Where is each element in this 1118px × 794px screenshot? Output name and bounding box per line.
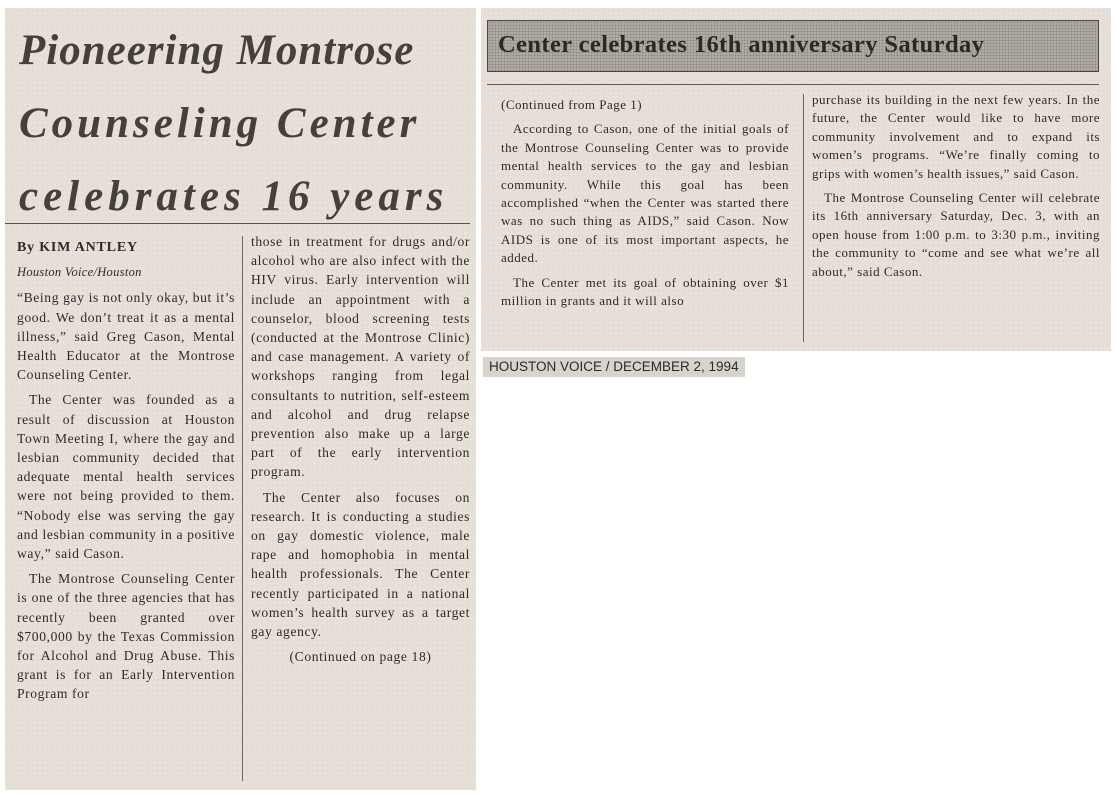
continued-note: (Continued on page 18)	[289, 649, 432, 665]
article-column-1	[17, 238, 235, 710]
paragraph: purchase its building in the next few years. In the future, the Center would like to have more community involvement and to expand its women’s programs. “We’re finally coming to grips with women’s health issues,” said Cason.	[812, 92, 1100, 181]
continuation-headline: Center celebrates 16th anniversary Saturday	[498, 31, 985, 58]
headline-line-3: celebrates 16 years	[19, 173, 449, 220]
paragraph: The Montrose Counseling Center is one of the three agencies that has recently been granted over $700,000 by the Texas Commission for Alcohol and Drug Abuse. This grant is for an Early Intervention Program for	[17, 571, 235, 702]
article-clipping-continuation	[481, 8, 1111, 351]
paragraph: those in treatment for drugs and/or alcohol who are also infect with the HIV virus. Early intervention will include an appointment with a counselor, blood screening tests (conducted at the Montrose Clinic) and case management. A variety of workshops ranging from legal consultants to nutrition, self-esteem and alcohol and drug relapse prevention also make up a large part of the early intervention program.	[251, 234, 470, 480]
paragraph: The Montrose Counseling Center will celebrate its 16th anniversary Saturday, Dec. 3, with an open house from 1:00 p.m. to 3:30 p.m., inviting the community to “come and see what we’re all about,” said Cason.	[812, 190, 1100, 279]
byline: By KIM ANTLEY	[17, 240, 138, 255]
paragraph: The Center was founded as a result of discussion at Houston Town Meeting I, where the gay and lesbian community decided that adequate mental health services were not being provided to them. “Nobody else was serving the gay and lesbian community in a positive way,” said Cason.	[17, 392, 235, 562]
dateline: Houston Voice/Houston	[17, 265, 142, 280]
article-column-2	[251, 232, 470, 672]
article-headline	[19, 14, 475, 233]
continuation-column-1	[501, 96, 789, 316]
headline-rule	[487, 84, 1099, 85]
continued-from-note: (Continued from Page 1)	[501, 97, 643, 112]
source-caption: HOUSTON VOICE / DECEMBER 2, 1994	[483, 357, 745, 377]
continuation-headline-banner	[487, 20, 1099, 72]
paragraph: The Center also focuses on research. It is conducting a studies on gay domestic violence, male rape and homophobia in mental health professionals. The Center recently participated in a national women’s health survey as a target gay agency.	[251, 489, 470, 640]
headline-rule	[5, 223, 470, 224]
paragraph: According to Cason, one of the initial goals of the Montrose Counseling Center was to provide mental health services to the gay and lesbian community. While this goal has been accomplished “when the Center was started there was no such thing as AIDS,” said Cason. Now AIDS is one of its most important aspects, he added.	[501, 121, 789, 266]
paragraph: The Center met its goal of obtaining over $1 million in grants and it will also	[501, 274, 789, 309]
article-clipping-main	[5, 8, 476, 790]
column-divider	[242, 236, 243, 781]
paragraph: “Being gay is not only okay, but it’s good. We don’t treat it as a mental illness,” said Greg Cason, Mental Health Educator at the Montrose Counseling Center.	[17, 290, 235, 383]
column-divider	[803, 94, 804, 342]
continuation-column-2	[812, 91, 1100, 287]
headline-line-1: Pioneering Montrose	[19, 27, 415, 74]
headline-line-2: Counseling Center	[19, 100, 421, 147]
